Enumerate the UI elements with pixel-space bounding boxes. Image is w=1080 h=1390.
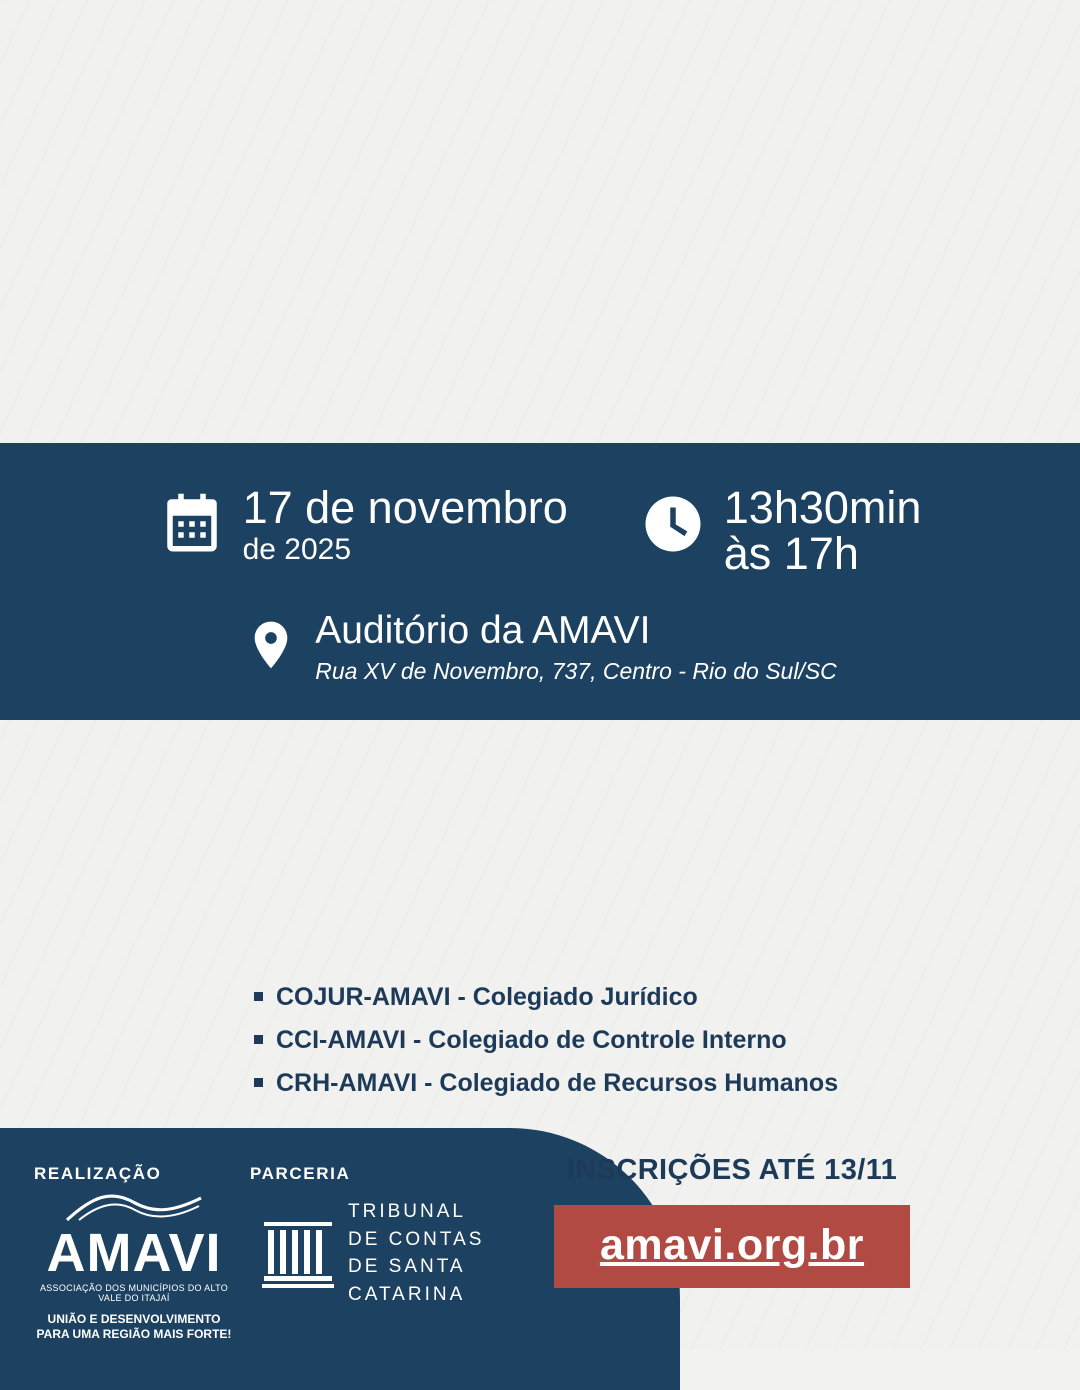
event-venue-text (315, 608, 837, 685)
location-pin-icon (243, 617, 299, 678)
tce-line-3: DE SANTA (348, 1256, 466, 1278)
list-item: CRH-AMAVI - Colegiado de Recursos Humanos (248, 1062, 858, 1105)
tce-line-1: TRIBUNAL (348, 1201, 466, 1222)
tce-columns-icon (262, 1212, 334, 1294)
event-time-block (640, 482, 922, 580)
amavi-logo (34, 1188, 234, 1342)
event-date-year: de 2025 (242, 533, 352, 567)
registration-section (432, 1154, 1032, 1288)
event-date-text (242, 482, 568, 567)
list-item: CCI-AMAVI - Colegiado de Controle Interno (248, 1019, 858, 1062)
event-date-main: 17 de novembro (242, 482, 568, 534)
event-venue-block (0, 608, 1080, 685)
tce-line-2: DE CONTAS (348, 1228, 485, 1250)
realizacao-label: REALIZAÇÃO (34, 1164, 162, 1183)
amavi-wordmark: AMAVI (46, 1223, 222, 1283)
event-time-line-1: 13h30min (723, 482, 922, 534)
event-info-top-row (0, 443, 1080, 580)
website-button[interactable]: amavi.org.br (554, 1205, 910, 1288)
clock-icon (640, 491, 706, 562)
event-time-text (723, 482, 922, 580)
amavi-slogan-line-1: UNIÃO E DESENVOLVIMENTO (47, 1312, 221, 1326)
event-date-block (159, 482, 568, 567)
list-item: COJUR-AMAVI - Colegiado Jurídico (248, 976, 858, 1019)
amavi-tagline-association: ASSOCIAÇÃO DOS MUNICÍPIOS DO ALTO VALE DO ITAJAÍ (39, 1283, 229, 1303)
tce-line-4: CATARINA (348, 1283, 466, 1305)
amavi-slogan (34, 1312, 234, 1342)
registration-deadline: INSCRIÇÕES ATÉ 13/11 (566, 1154, 898, 1186)
colegiados-list (222, 976, 858, 1105)
amavi-mountain-icon (59, 1188, 209, 1224)
footer-content (0, 1132, 1080, 1350)
event-time-line-2: às 17h (723, 528, 859, 580)
event-info-band (0, 443, 1080, 720)
parceria-label: PARCERIA (250, 1164, 351, 1183)
calendar-icon (159, 491, 225, 562)
venue-address: Rua XV de Novembro, 737, Centro - Rio do Sul/SC (315, 657, 837, 684)
venue-name: Auditório da AMAVI (315, 608, 651, 652)
amavi-slogan-line-2: PARA UMA REGIÃO MAIS FORTE! (36, 1327, 232, 1341)
footer (0, 1132, 1080, 1350)
